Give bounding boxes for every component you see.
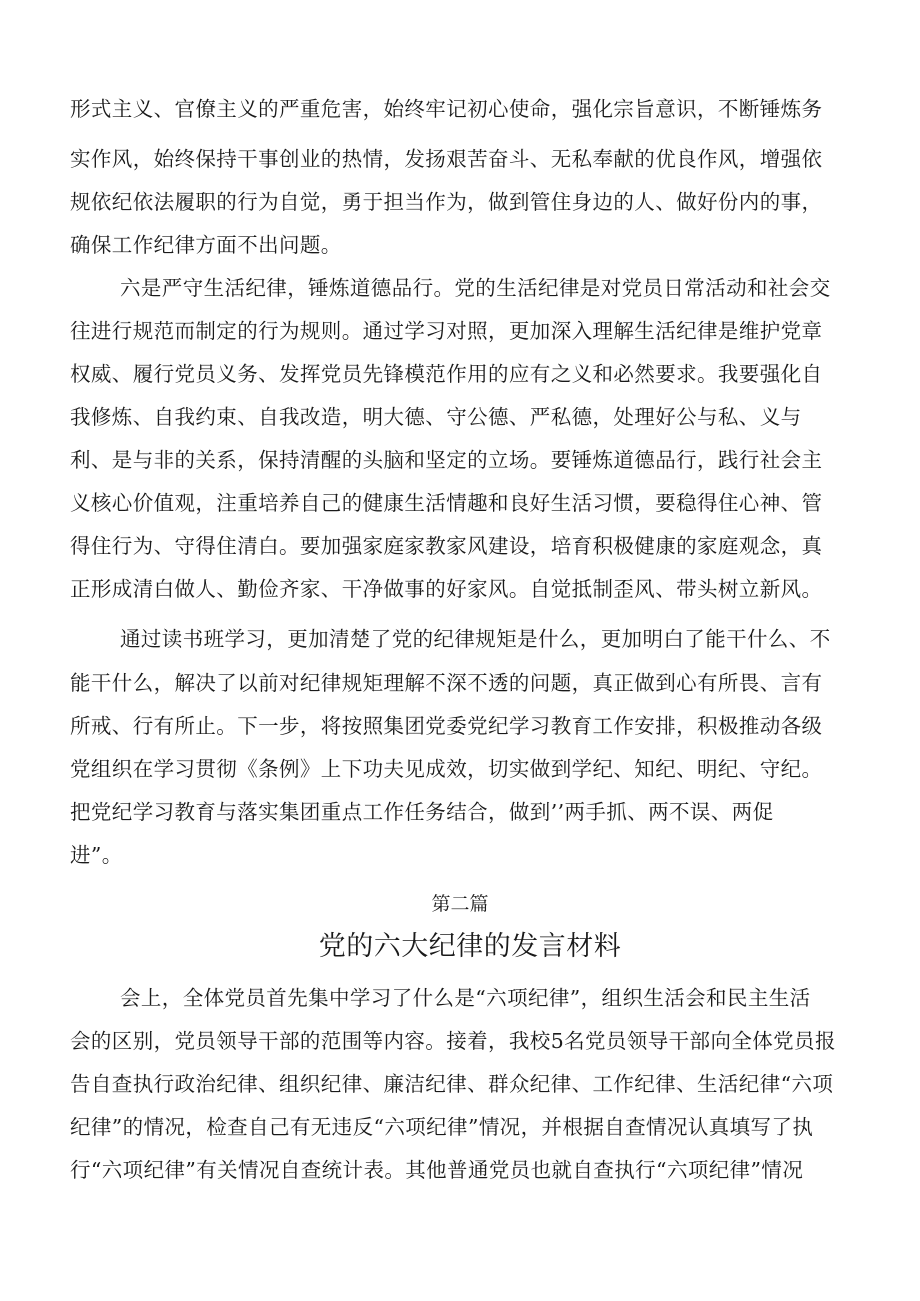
paragraph-line: 行“六项纪律”有关情况自查统计表。其他普通党员也就自查执行“六项纪律”情况 [70, 1158, 804, 1182]
paragraph-line: 义核心价值观，注重培养自己的健康生活情趣和良好生活习惯，要稳得住心神、管 [70, 491, 823, 515]
paragraph-line: 权威、履行党员义务、发挥党员先锋模范作用的应有之义和必然要求。我要强化自 [70, 362, 823, 386]
paragraph-line: 党组织在学习贯彻《条例》上下功夫见成效，切实做到学纪、知纪、明纪、守纪。 [70, 757, 823, 781]
paragraph-line: 确保工作纪律方面不出问题。 [70, 233, 342, 257]
section-label: 第二篇 [431, 893, 489, 915]
paragraph-line: 能干什么，解决了以前对纪律规矩理解不深不透的问题，真正做到心有所畏、言有 [70, 671, 823, 695]
paragraph-line: 实作风，始终保持干事创业的热情，发扬艰苦奋斗、无私奉献的优良作风，增强依 [70, 147, 823, 171]
paragraph-line: 纪律”的情况，检查自己有无违反“六项纪律”情况，并根据自查情况认真填写了执 [70, 1115, 814, 1139]
paragraph-line: 进”。 [70, 843, 123, 867]
paragraph-line: 我修炼、自我约束、自我改造，明大德、守公德、严私德，处理好公与私、义与 [70, 405, 802, 429]
paragraph-line: 六是严守生活纪律，锤炼道德品行。党的生活纪律是对党员日常活动和社会交 [120, 276, 831, 300]
paragraph-line: 形式主义、官僚主义的严重危害，始终牢记初心使命，强化宗旨意识，不断锤炼务 [70, 97, 823, 121]
paragraph-line: 通过读书班学习，更加清楚了党的纪律规矩是什么，更加明白了能干什么、不 [120, 627, 831, 651]
paragraph-line: 会上，全体党员首先集中学习了什么是“六项纪律”，组织生活会和民主生活 [120, 986, 811, 1010]
paragraph-line: 往进行规范而制定的行为规则。通过学习对照，更加深入理解生活纪律是维护党章 [70, 319, 823, 343]
paragraph-line: 告自查执行政治纪律、组织纪律、廉洁纪律、群众纪律、工作纪律、生活纪律“六项 [70, 1072, 834, 1096]
paragraph-line: 会的区别，党员领导干部的范围等内容。接着，我校5名党员领导干部向全体党员报 [70, 1029, 836, 1053]
document-title: 党的六大纪律的发言材料 [318, 931, 622, 962]
paragraph-line: 规依纪依法履职的行为自觉，勇于担当作为，做到管住身边的人、做好份内的事， [70, 190, 823, 214]
paragraph-line: 正形成清白做人、勤俭齐家、干净做事的好家风。自觉抵制歪风、带头树立新风。 [70, 577, 823, 601]
paragraph-line: 得住行为、守得住清白。要加强家庭家教家风建设，培育积极健康的家庭观念，真 [70, 534, 823, 558]
paragraph-line: 利、是与非的关系，保持清醒的头脑和坚定的立场。要锤炼道德品行，践行社会主 [70, 448, 823, 472]
paragraph-line: 所戒、行有所止。下一步，将按照集团党委党纪学习教育工作安排，积极推动各级 [70, 714, 823, 738]
paragraph-line: 把党纪学习教育与落实集团重点工作任务结合，做到’’两手抓、两不误、两促 [70, 800, 774, 824]
